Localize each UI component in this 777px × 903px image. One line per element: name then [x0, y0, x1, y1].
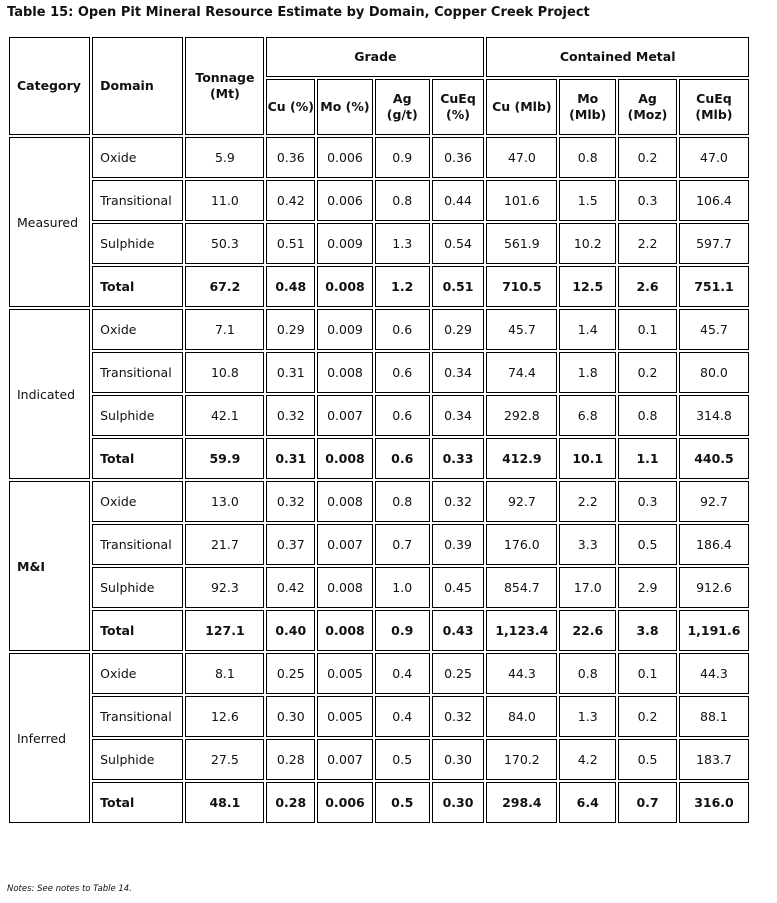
value-cell: 0.009 [317, 223, 373, 264]
value-cell: 0.1 [618, 309, 677, 350]
category-cell: Indicated [9, 309, 90, 479]
value-cell: 170.2 [486, 739, 557, 780]
value-cell: 1.3 [559, 696, 616, 737]
table-row [9, 567, 749, 608]
value-cell: 1.5 [559, 180, 616, 221]
header-mo-pct: Mo (%) [317, 79, 373, 135]
value-cell: 88.1 [679, 696, 749, 737]
value-cell: 314.8 [679, 395, 749, 436]
header-contained-metal: Contained Metal [486, 37, 749, 77]
value-cell: 0.29 [432, 309, 485, 350]
value-cell: 0.25 [266, 653, 315, 694]
table-row [9, 653, 749, 694]
value-cell: 0.008 [317, 567, 373, 608]
value-cell: 0.39 [432, 524, 485, 565]
value-cell: 50.3 [185, 223, 264, 264]
value-cell: 0.4 [375, 653, 430, 694]
value-cell: 0.3 [618, 481, 677, 522]
header-cu-pct: Cu (%) [266, 79, 315, 135]
value-cell: 0.36 [266, 137, 315, 178]
value-cell: 106.4 [679, 180, 749, 221]
value-cell: 751.1 [679, 266, 749, 307]
value-cell: 1.2 [375, 266, 430, 307]
value-cell: 17.0 [559, 567, 616, 608]
value-cell: 186.4 [679, 524, 749, 565]
table-note: Notes: See notes to Table 14. [7, 884, 132, 894]
value-cell: 10.2 [559, 223, 616, 264]
value-cell: 84.0 [486, 696, 557, 737]
value-cell: 0.44 [432, 180, 485, 221]
table-row [9, 524, 749, 565]
domain-cell: Sulphide [92, 223, 183, 264]
value-cell: 0.8 [618, 395, 677, 436]
header-category: Category [9, 37, 90, 135]
value-cell: 4.2 [559, 739, 616, 780]
value-cell: 0.4 [375, 696, 430, 737]
value-cell: 0.33 [432, 438, 485, 479]
value-cell: 59.9 [185, 438, 264, 479]
value-cell: 0.006 [317, 137, 373, 178]
domain-cell: Total [92, 610, 183, 651]
value-cell: 561.9 [486, 223, 557, 264]
value-cell: 13.0 [185, 481, 264, 522]
value-cell: 0.008 [317, 352, 373, 393]
value-cell: 45.7 [486, 309, 557, 350]
value-cell: 0.008 [317, 481, 373, 522]
value-cell: 10.1 [559, 438, 616, 479]
value-cell: 0.51 [432, 266, 485, 307]
domain-cell: Sulphide [92, 395, 183, 436]
value-cell: 92.3 [185, 567, 264, 608]
value-cell: 0.005 [317, 653, 373, 694]
value-cell: 912.6 [679, 567, 749, 608]
value-cell: 7.1 [185, 309, 264, 350]
category-cell: M&I [9, 481, 90, 651]
domain-cell: Total [92, 782, 183, 823]
value-cell: 48.1 [185, 782, 264, 823]
value-cell: 0.7 [618, 782, 677, 823]
value-cell: 0.45 [432, 567, 485, 608]
table-row [9, 309, 749, 350]
value-cell: 0.5 [618, 739, 677, 780]
value-cell: 47.0 [486, 137, 557, 178]
value-cell: 412.9 [486, 438, 557, 479]
value-cell: 0.006 [317, 180, 373, 221]
category-cell: Inferred [9, 653, 90, 823]
value-cell: 183.7 [679, 739, 749, 780]
value-cell: 0.008 [317, 438, 373, 479]
value-cell: 0.29 [266, 309, 315, 350]
value-cell: 2.2 [559, 481, 616, 522]
table-row [9, 137, 749, 178]
value-cell: 47.0 [679, 137, 749, 178]
value-cell: 0.8 [375, 481, 430, 522]
value-cell: 298.4 [486, 782, 557, 823]
table-header [9, 37, 749, 135]
value-cell: 1.4 [559, 309, 616, 350]
header-domain: Domain [92, 37, 183, 135]
value-cell: 0.8 [375, 180, 430, 221]
value-cell: 0.5 [375, 739, 430, 780]
value-cell: 0.37 [266, 524, 315, 565]
value-cell: 292.8 [486, 395, 557, 436]
value-cell: 0.54 [432, 223, 485, 264]
value-cell: 0.008 [317, 610, 373, 651]
value-cell: 0.30 [432, 782, 485, 823]
value-cell: 0.007 [317, 395, 373, 436]
value-cell: 0.2 [618, 696, 677, 737]
table-row [9, 395, 749, 436]
value-cell: 0.7 [375, 524, 430, 565]
value-cell: 0.5 [375, 782, 430, 823]
resource-table [7, 35, 751, 825]
value-cell: 74.4 [486, 352, 557, 393]
category-cell: Measured [9, 137, 90, 307]
value-cell: 0.9 [375, 610, 430, 651]
value-cell: 0.2 [618, 137, 677, 178]
value-cell: 0.32 [266, 481, 315, 522]
value-cell: 0.007 [317, 524, 373, 565]
table-total-row [9, 266, 749, 307]
value-cell: 1.0 [375, 567, 430, 608]
header-ag-gt: Ag (g/t) [375, 79, 430, 135]
value-cell: 710.5 [486, 266, 557, 307]
value-cell: 12.6 [185, 696, 264, 737]
value-cell: 0.6 [375, 438, 430, 479]
value-cell: 1.8 [559, 352, 616, 393]
value-cell: 0.6 [375, 309, 430, 350]
value-cell: 0.28 [266, 739, 315, 780]
value-cell: 316.0 [679, 782, 749, 823]
value-cell: 27.5 [185, 739, 264, 780]
domain-cell: Transitional [92, 180, 183, 221]
value-cell: 6.4 [559, 782, 616, 823]
value-cell: 0.43 [432, 610, 485, 651]
value-cell: 1.1 [618, 438, 677, 479]
value-cell: 0.30 [432, 739, 485, 780]
table-row [9, 223, 749, 264]
value-cell: 597.7 [679, 223, 749, 264]
domain-cell: Transitional [92, 352, 183, 393]
value-cell: 0.009 [317, 309, 373, 350]
value-cell: 92.7 [679, 481, 749, 522]
value-cell: 22.6 [559, 610, 616, 651]
value-cell: 44.3 [679, 653, 749, 694]
domain-cell: Sulphide [92, 567, 183, 608]
value-cell: 0.31 [266, 438, 315, 479]
value-cell: 0.3 [618, 180, 677, 221]
value-cell: 3.3 [559, 524, 616, 565]
table-total-row [9, 610, 749, 651]
domain-cell: Oxide [92, 137, 183, 178]
value-cell: 440.5 [679, 438, 749, 479]
table-total-row [9, 782, 749, 823]
value-cell: 0.32 [432, 696, 485, 737]
header-cu-mlb: Cu (Mlb) [486, 79, 557, 135]
table-title: Table 15: Open Pit Mineral Resource Estimate by Domain, Copper Creek Project [7, 5, 590, 20]
value-cell: 0.8 [559, 137, 616, 178]
value-cell: 2.9 [618, 567, 677, 608]
value-cell: 127.1 [185, 610, 264, 651]
value-cell: 0.006 [317, 782, 373, 823]
table-row [9, 739, 749, 780]
value-cell: 11.0 [185, 180, 264, 221]
value-cell: 45.7 [679, 309, 749, 350]
value-cell: 0.30 [266, 696, 315, 737]
value-cell: 10.8 [185, 352, 264, 393]
value-cell: 0.42 [266, 567, 315, 608]
value-cell: 0.32 [432, 481, 485, 522]
value-cell: 8.1 [185, 653, 264, 694]
table-row [9, 696, 749, 737]
value-cell: 0.008 [317, 266, 373, 307]
value-cell: 0.36 [432, 137, 485, 178]
value-cell: 2.2 [618, 223, 677, 264]
value-cell: 0.42 [266, 180, 315, 221]
value-cell: 0.007 [317, 739, 373, 780]
domain-cell: Oxide [92, 481, 183, 522]
domain-cell: Transitional [92, 696, 183, 737]
value-cell: 0.5 [618, 524, 677, 565]
value-cell: 0.9 [375, 137, 430, 178]
header-cueq-mlb: CuEq (Mlb) [679, 79, 749, 135]
domain-cell: Oxide [92, 653, 183, 694]
value-cell: 92.7 [486, 481, 557, 522]
header-ag-moz: Ag (Moz) [618, 79, 677, 135]
value-cell: 1.3 [375, 223, 430, 264]
value-cell: 176.0 [486, 524, 557, 565]
header-mo-mlb: Mo (Mlb) [559, 79, 616, 135]
value-cell: 0.51 [266, 223, 315, 264]
value-cell: 0.005 [317, 696, 373, 737]
domain-cell: Transitional [92, 524, 183, 565]
table-row [9, 352, 749, 393]
value-cell: 0.25 [432, 653, 485, 694]
value-cell: 3.8 [618, 610, 677, 651]
table-row [9, 180, 749, 221]
value-cell: 2.6 [618, 266, 677, 307]
domain-cell: Total [92, 266, 183, 307]
table-total-row [9, 438, 749, 479]
value-cell: 0.6 [375, 395, 430, 436]
value-cell: 0.40 [266, 610, 315, 651]
domain-cell: Sulphide [92, 739, 183, 780]
value-cell: 6.8 [559, 395, 616, 436]
value-cell: 0.34 [432, 395, 485, 436]
value-cell: 1,123.4 [486, 610, 557, 651]
table-body [9, 137, 749, 823]
domain-cell: Total [92, 438, 183, 479]
value-cell: 0.2 [618, 352, 677, 393]
value-cell: 80.0 [679, 352, 749, 393]
header-grade: Grade [266, 37, 484, 77]
value-cell: 854.7 [486, 567, 557, 608]
value-cell: 5.9 [185, 137, 264, 178]
header-cueq-pct: CuEq (%) [432, 79, 485, 135]
value-cell: 67.2 [185, 266, 264, 307]
value-cell: 0.6 [375, 352, 430, 393]
value-cell: 0.8 [559, 653, 616, 694]
value-cell: 0.32 [266, 395, 315, 436]
value-cell: 0.28 [266, 782, 315, 823]
value-cell: 1,191.6 [679, 610, 749, 651]
value-cell: 0.1 [618, 653, 677, 694]
value-cell: 44.3 [486, 653, 557, 694]
value-cell: 0.48 [266, 266, 315, 307]
value-cell: 42.1 [185, 395, 264, 436]
value-cell: 0.31 [266, 352, 315, 393]
value-cell: 21.7 [185, 524, 264, 565]
value-cell: 12.5 [559, 266, 616, 307]
value-cell: 0.34 [432, 352, 485, 393]
table-row [9, 481, 749, 522]
header-tonnage: Tonnage (Mt) [185, 37, 264, 135]
domain-cell: Oxide [92, 309, 183, 350]
value-cell: 101.6 [486, 180, 557, 221]
